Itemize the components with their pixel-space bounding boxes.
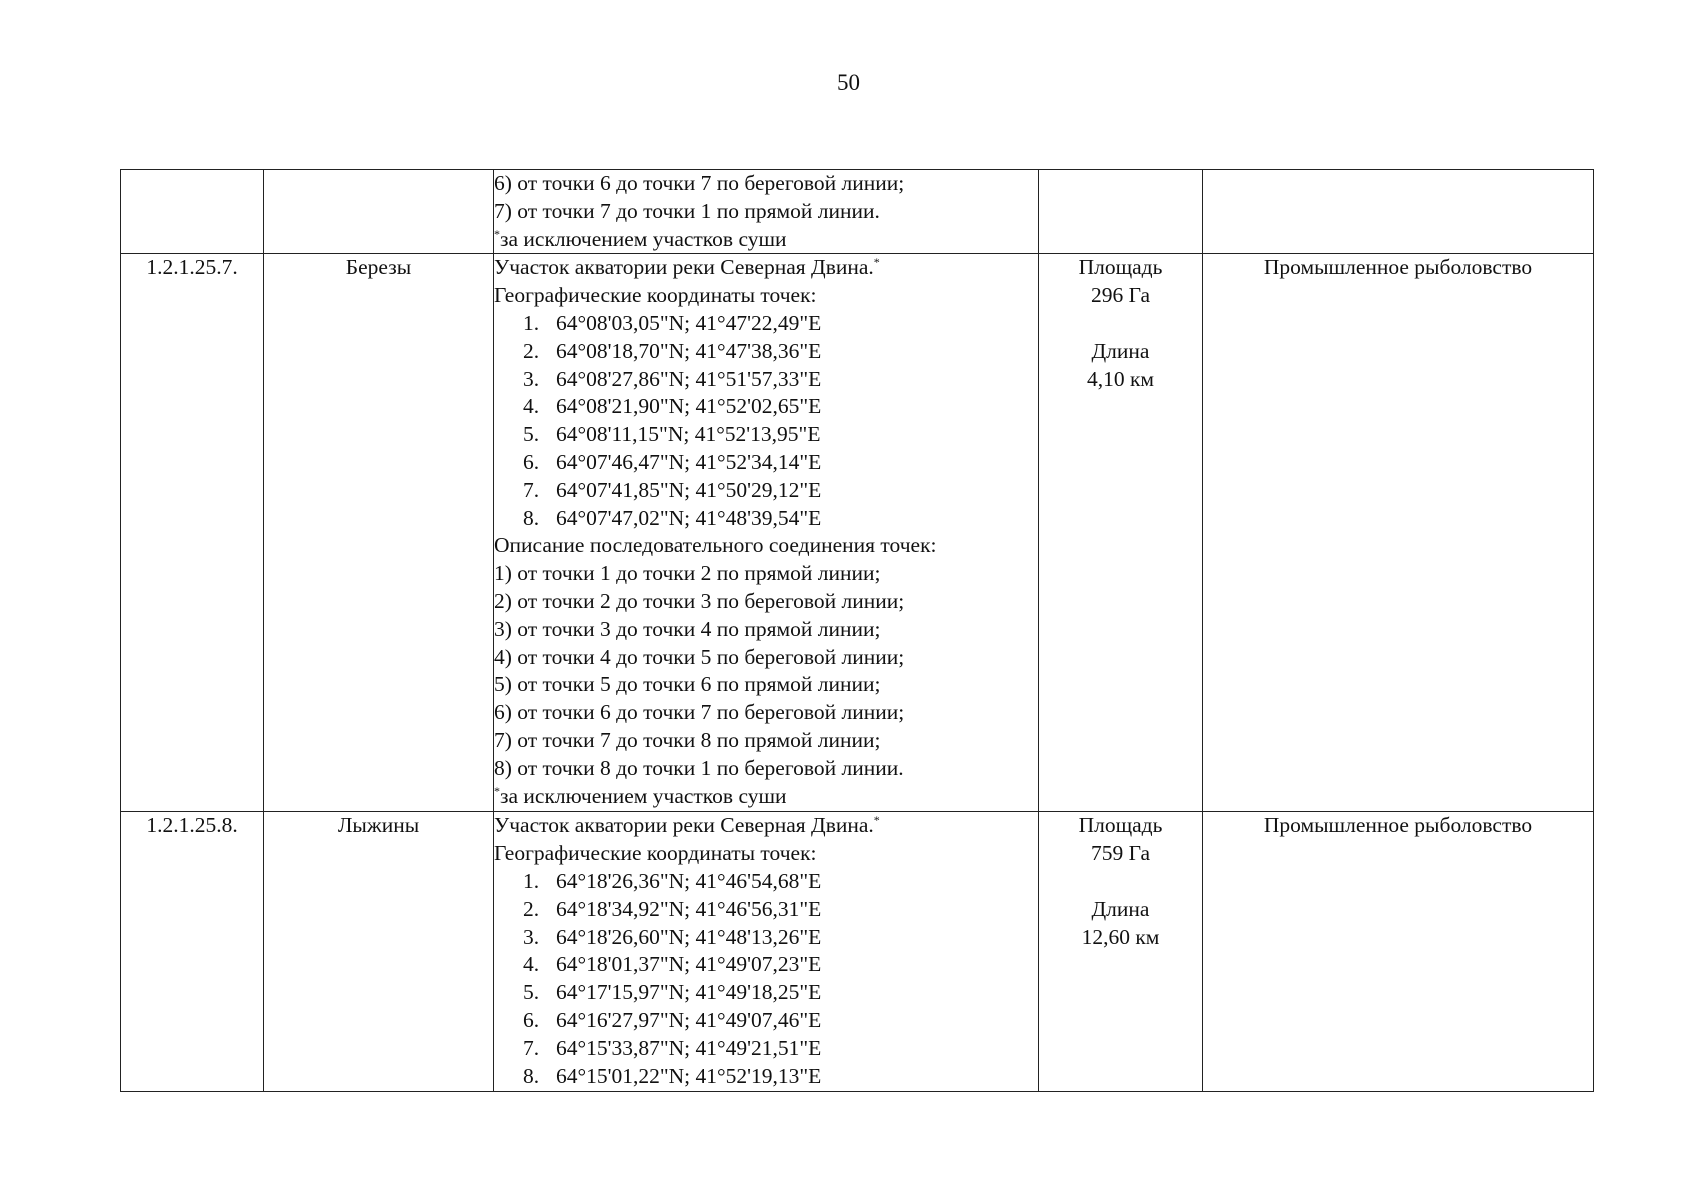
table-row	[121, 254, 1594, 812]
link-line: 7) от точки 7 до точки 8 по прямой линии;	[494, 727, 881, 752]
footnote: *за исключением участков суши	[494, 783, 787, 808]
area-measure	[1039, 812, 1203, 1092]
coordinate-item: 4. 64°18'01,37"N; 41°49'07,23"E	[523, 952, 822, 977]
area-name	[264, 170, 494, 254]
area-value: 759 Га	[1090, 841, 1151, 866]
page-number: 50	[837, 70, 860, 95]
table-row	[121, 812, 1594, 1092]
footnote-mark: *	[494, 226, 500, 241]
area-title: Участок акватории реки Северная Двина.*	[494, 813, 880, 838]
link-line: 7) от точки 7 до точки 1 по прямой линии.	[494, 198, 880, 223]
link-line: 3) от точки 3 до точки 4 по прямой линии;	[494, 616, 881, 641]
coordinate-item: 2. 64°18'34,92"N; 41°46'56,31"E	[523, 896, 822, 921]
coords-header: Географические координаты точек:	[494, 283, 817, 308]
link-line: 1) от точки 1 до точки 2 по прямой линии;	[494, 561, 881, 586]
area-description	[494, 812, 1039, 1092]
area-name: Березы	[264, 254, 494, 812]
area-title: Участок акватории реки Северная Двина.*	[494, 255, 880, 280]
area-purpose: Промышленное рыболовство	[1203, 812, 1594, 1092]
row-number: 1.2.1.25.7.	[121, 254, 264, 812]
length-label: Длина	[1091, 338, 1150, 363]
coordinate-item: 1. 64°18'26,36"N; 41°46'54,68"E	[523, 868, 822, 893]
footnote-mark: *	[494, 783, 500, 798]
links-header: Описание последовательного соединения точек:	[494, 533, 937, 558]
coordinate-item: 7. 64°15'33,87"N; 41°49'21,51"E	[523, 1035, 822, 1060]
coordinate-item: 6. 64°07'46,47"N; 41°52'34,14"E	[523, 449, 822, 474]
coordinate-item: 1. 64°08'03,05"N; 41°47'22,49"E	[523, 310, 822, 335]
table-row	[121, 170, 1594, 254]
row-number: 1.2.1.25.8.	[121, 812, 264, 1092]
coords-header: Географические координаты точек:	[494, 841, 817, 866]
area-purpose: Промышленное рыболовство	[1203, 254, 1594, 812]
length-label: Длина	[1091, 896, 1150, 921]
area-description	[494, 254, 1039, 812]
area-measure	[1039, 254, 1203, 812]
fishing-areas-table	[120, 169, 1594, 1092]
coordinate-item: 3. 64°18'26,60"N; 41°48'13,26"E	[523, 924, 822, 949]
coordinate-item: 8. 64°15'01,22"N; 41°52'19,13"E	[523, 1063, 822, 1088]
length-value: 12,60 км	[1081, 924, 1160, 949]
coordinate-item: 7. 64°07'41,85"N; 41°50'29,12"E	[523, 477, 822, 502]
area-label: Площадь	[1078, 813, 1163, 838]
area-measure	[1039, 170, 1203, 254]
link-line: 8) от точки 8 до точки 1 по береговой линии.	[494, 755, 904, 780]
coordinate-item: 4. 64°08'21,90"N; 41°52'02,65"E	[523, 394, 822, 419]
link-line: 4) от точки 4 до точки 5 по береговой линии;	[494, 644, 905, 669]
area-value: 296 Га	[1090, 283, 1151, 308]
link-line: 6) от точки 6 до точки 7 по береговой линии;	[494, 700, 905, 725]
coordinate-item: 3. 64°08'27,86"N; 41°51'57,33"E	[523, 366, 822, 391]
length-value: 4,10 км	[1086, 366, 1155, 391]
area-purpose	[1203, 170, 1594, 254]
coordinate-item: 5. 64°17'15,97"N; 41°49'18,25"E	[523, 980, 822, 1005]
area-description	[494, 170, 1039, 254]
footnote-mark: *	[873, 813, 880, 828]
coordinate-item: 6. 64°16'27,97"N; 41°49'07,46"E	[523, 1007, 822, 1032]
coordinate-item: 5. 64°08'11,15"N; 41°52'13,95"E	[523, 422, 821, 447]
link-line: 5) от точки 5 до точки 6 по прямой линии;	[494, 672, 881, 697]
link-line: 2) от точки 2 до точки 3 по береговой линии;	[494, 588, 905, 613]
area-name: Лыжины	[264, 812, 494, 1092]
area-label: Площадь	[1078, 255, 1163, 280]
link-line: 6) от точки 6 до точки 7 по береговой линии;	[494, 171, 905, 195]
coordinate-item: 8. 64°07'47,02"N; 41°48'39,54"E	[523, 505, 822, 530]
footnote-mark: *	[873, 255, 880, 270]
coordinate-item: 2. 64°08'18,70"N; 41°47'38,36"E	[523, 338, 822, 363]
row-number	[121, 170, 264, 254]
footnote: *за исключением участков суши	[494, 226, 787, 251]
